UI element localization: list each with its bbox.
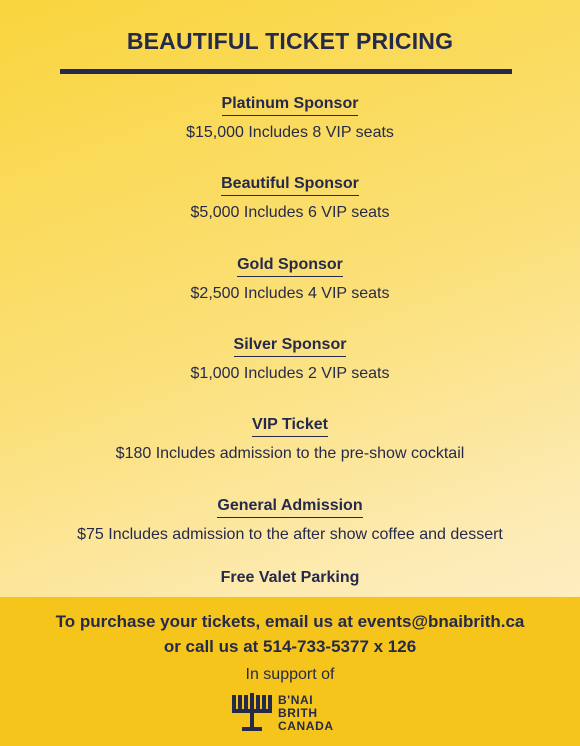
logo-line-3: CANADA: [278, 718, 334, 733]
logo-line-2: BRITH: [278, 705, 318, 720]
valet-parking-note: Free Valet Parking: [220, 569, 360, 586]
tier-name: Platinum Sponsor: [222, 94, 359, 116]
tier-general-admission: [0, 496, 580, 545]
logo-line-1: B'NAI: [278, 692, 314, 707]
purchase-email-line: To purchase your tickets, email us at events@bnaibrith.ca: [55, 612, 525, 631]
menorah-icon: [232, 693, 272, 733]
purchase-phone-line: or call us at 514-733-5377 x 126: [163, 637, 417, 656]
tier-name: Gold Sponsor: [237, 255, 343, 277]
tier-description: $180 Includes admission to the pre-show cocktail: [115, 445, 465, 462]
tier-description: $1,000 Includes 2 VIP seats: [190, 365, 390, 382]
support-label: In support of: [245, 666, 335, 683]
tier-description: $75 Includes admission to the after show coffee and dessert: [77, 526, 503, 543]
tier-silver: [0, 335, 580, 384]
title-divider: [60, 69, 512, 74]
tier-platinum: [0, 94, 580, 143]
tier-description: $5,000 Includes 6 VIP seats: [190, 204, 390, 221]
tier-description: $2,500 Includes 4 VIP seats: [190, 285, 390, 302]
page-title: BEAUTIFUL TICKET PRICING: [126, 28, 454, 54]
tier-name: General Admission: [217, 496, 362, 518]
tier-beautiful: [0, 174, 580, 223]
tier-name: VIP Ticket: [252, 415, 328, 437]
tier-name: Beautiful Sponsor: [221, 174, 359, 196]
bnai-brith-logo: [232, 690, 334, 736]
tier-vip-ticket: [0, 415, 580, 464]
tier-gold: [0, 255, 580, 304]
tier-name: Silver Sponsor: [234, 335, 347, 357]
logo-wordmark: [278, 694, 334, 733]
tier-description: $15,000 Includes 8 VIP seats: [186, 124, 394, 141]
